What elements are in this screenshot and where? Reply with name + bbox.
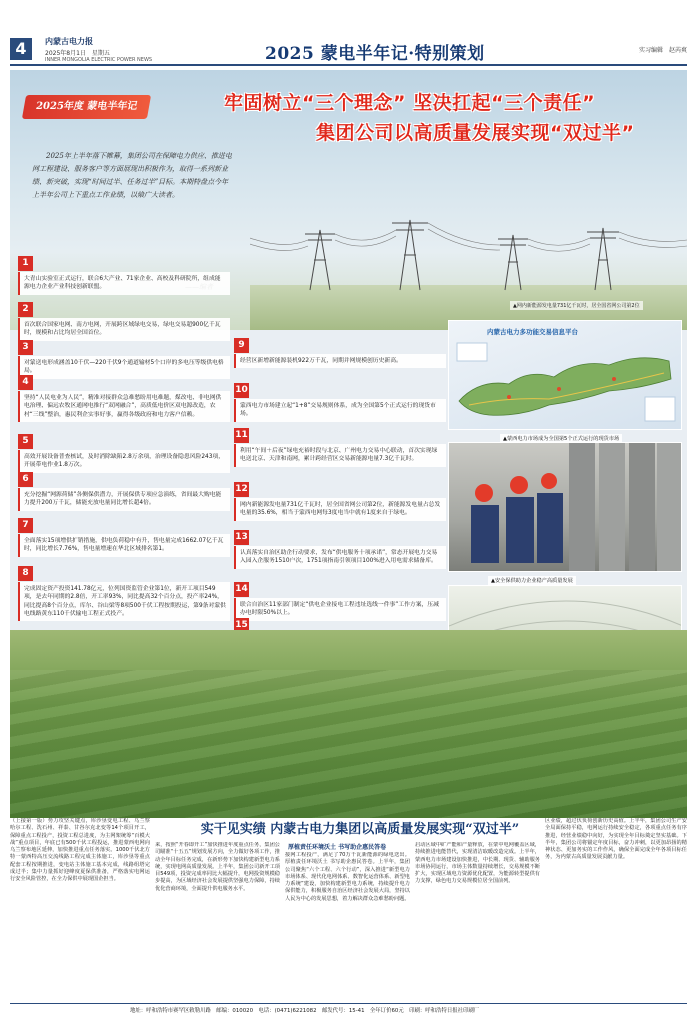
year-badge: 2025年度 蒙电半年记 — [22, 95, 151, 119]
item-text: 充分挖掘“网源荷储”各侧保供潜力，开展保供专项应急演练，省间最大购电能力提升200万千瓦，储能充放电量同比增长超4倍。 — [18, 488, 230, 511]
item-number: 14 — [234, 582, 249, 597]
workers-illustration — [449, 443, 682, 572]
trading-platform-photo — [448, 320, 682, 430]
item-text: 认真落实自治区助企行动要求，发布“供电服务十项承诺”，常态开展电力交易入园入企服务1510户次，1751项指南引领项目100%进入用电需求储备库。 — [234, 546, 446, 569]
item-number: 3 — [18, 340, 33, 355]
item-number: 8 — [18, 566, 33, 581]
item-text: 首次联合国家电网、南方电网，开展跨区域绿电交易，绿电交易超900亿千瓦时，规模和占比均居全国首位。 — [18, 318, 230, 341]
screen-title: 内蒙古电力多功能交易信息平台 — [487, 328, 578, 336]
item-text: 经营区新增新能源装机922万千瓦，同期并网规模创历史新高。 — [234, 354, 446, 368]
headline-line-1: 牢固树立“三个理念” 坚决扛起“三个责任” — [224, 92, 596, 114]
item-number: 7 — [18, 518, 33, 533]
item-number: 4 — [18, 375, 33, 390]
item-number: 1 — [18, 256, 33, 271]
article-column-3: 接网工程投产，满足了70万千瓦新能源的绿电送出。厚植责任环境沃土 书写助企惠民答卷。上半年，集团公司聚焦“六个工程、六个行动”，深入推进“新型电力市场体系、现代化电网体系、数智化运营体系、新型电力系统”建设，加快构建新型电力系统，持续提升电力保供能力，积极服务自治区经济社会发展大局，坚持以人民为中心的发展思想，着力解决群众急难愁盼问题。 — [285, 852, 410, 902]
paper-name-english: INNER MONGOLIA ELECTRIC POWER NEWS — [45, 57, 153, 63]
item-text: 网内新能源发电量731亿千瓦时，居全国省网公司第2位，新能源发电量占总发电量的35.6%，相当于蒙西电网每3度电当中就有1度来自于绿电。 — [234, 498, 446, 521]
feature-panel — [10, 70, 687, 818]
article-column-2: 来，按照“开春即开工”加快推进年度重点任务，集团公司瞄准“十五五”规划发展方向，全力做好各项工作，推动全年目标任务完成，在新形势下加快构建新型电力系统，实现电网高质量发展。上半年，集团公司新开工项目549项，投资完成率同比大幅提升，电网投资规模稳步提高，为区域经济社会发展提供坚强电力保障，持续优化营商环境，全面提升供电服务水平。 — [155, 842, 280, 892]
editor-credit: 实习编辑 赵芮爽 — [638, 47, 687, 54]
platform-photo-caption: ▲蒙西电力市场成为全国第5个正式运行的现货市场 — [500, 434, 622, 443]
workers-photo-caption: ▲安全保供助力企业稳产高质量发展 — [488, 576, 576, 585]
item-text: 全面落实15项增供扩销措施，供电负荷稳中有升，售电量完成1662.07亿千瓦时，同比增长7.76%，售电量增速在华北区域排名第1。 — [18, 534, 230, 557]
article-subtitle: 厚植责任环境沃土 书写助企惠民答卷 — [288, 844, 387, 851]
item-number: 13 — [234, 530, 249, 545]
section-title: 2025 蒙电半年记·特别策划 — [265, 44, 485, 64]
paper-date: 2025年8月1日 星期五 — [45, 50, 110, 57]
lower-article — [10, 818, 687, 1000]
item-number: 12 — [234, 482, 249, 497]
item-number: 6 — [18, 472, 33, 487]
item-number: 15 — [234, 618, 249, 633]
intro-paragraph: 2025年上半年落下帷幕，集团公司在保障电力供应、推进电网工程建设、服务客户等方面展现出积极作为，取得一系列新业绩、新突破，实现“时间过半、任务过半”目标。本期特盘点今年上半年公司上下重点工作业绩，以飨广大读者。 — [32, 152, 232, 199]
field-texture — [10, 670, 687, 818]
item-text: 大青山实验室正式运行，联合6大产业、71家企业、高校及科研院所，组成能源电力企业产业科技创新联盟。 — [18, 272, 230, 295]
item-text: 完成固定资产投资141.78亿元，位列国资监管企业第1位，新开工项目549项，是去年同期的2.8倍，开工率93%，同比提高32个百分点，投产率24%，同比提高8个百分点，库尔、谷山梁等8项500千伏工程按期投运，第9条对蒙供电线路黄东110千伏输电工程正式投产。 — [18, 582, 230, 621]
item-number: 5 — [18, 434, 33, 449]
item-text: 联合自治区11家部门制定“供电企业接电工程违址选线一件事”工作方案，压减办电时限50%以上。 — [234, 598, 446, 621]
article-column-1: （上接第一版）势力攻坚关键点，库沙垦变电工程、乌兰察哈尔工程、洗石州、祥泰、甘谷尔克北变等14个项目开工，保障重点工程投产，投资工程总进度，为主网架统筹“百模大战”重点项目，年底已有500千伏工程投运，推进蒙西电网向乌兰察布地区延伸，加快推进重点任务落实。1000千伏北方特一蒙西特高压交流线路工程完成主体施工，库沙垦等重点配套工程按期推进，变电站主体施工基本完成，线路组塔完成过半；集中力量抓好迎峰度夏保供准备，严格落实电网运行安全风险管控，在全力保供中展现国企担当。 — [10, 818, 150, 883]
map-graphic — [449, 339, 682, 429]
item-text: 利用“午间＋后夜”绿电充裕时段与北京、广州电力交易中心联动，首次实现绿电送北京、天津和南网，累计跨经营区交易新能源电量7.3亿千瓦时。 — [234, 444, 446, 467]
page-footer: 地址：呼和浩特市赛罕区敕勒川路 邮编：010020 电话：(0471)6221082 邮发代号：15-41 全年订价60元 印刷：呼和浩特日报社印刷厂 — [10, 1003, 687, 1017]
towers-photo-caption: ▲网内新能源发电量731亿千瓦时，居全国省网公司第2位 — [510, 301, 643, 310]
item-number: 10 — [234, 383, 249, 398]
workers-photo — [448, 442, 682, 572]
item-number: 11 — [234, 428, 249, 443]
article-title: 实干见实绩 内蒙古电力集团以高质量发展实现“双过半” — [200, 822, 520, 837]
paper-name: 内蒙古电力报 — [45, 36, 93, 46]
item-number: 9 — [234, 338, 249, 353]
item-text: 坚持“人民电业为人民”，精准对接群众急难愁盼用电难题，煤改电、非电网供电治理、偏远农牧区通网电推行“双网融合”，高质低电价区双电源改造，农村“三线”整治，惠民利企实事好事，赢得各级政府和电力客户信赖。 — [18, 391, 230, 422]
page-number: 4 — [10, 38, 32, 60]
article-column-5: 区业绩，超过伏负荷创新历史高值。上半年，集团公司生产安全局面保持平稳，电网运行持续安全稳定，各项重点任务有序推进，经营业绩稳中向好，为实现全年目标奠定坚实基础。下半年，集团公司将锚定年度目标，奋力冲刺，以更加昂扬的精神状态、更加务实的工作作风，确保全面完成全年各项目标任务，为内蒙古高质量发展贡献力量。 — [545, 818, 687, 861]
item-text: 高效开展设备普查核试，及时消除缺陷2.8万余项，治理设备隐患风险243项，开展带电作业1.8万次。 — [18, 450, 230, 473]
item-number: 2 — [18, 302, 33, 317]
headline-line-2: 集团公司以高质量发展实现“双过半” — [316, 122, 635, 144]
item-text: 对蒙送电形成涵盖10千伏—220千伏9个通道输材5个口岸的多电压等级供电格局。 — [18, 356, 230, 379]
item-text: 蒙西电力市场建立起“1+8”交易规则体系，成为全国第5个正式运行的现货市场。 — [234, 399, 446, 422]
article-column-4: 启动区域中矿产能和产量释放，在蒙中电网覆盖区域，持续推进电能替代，实现清洁取暖改造完成。上半年，蒙西电力市场建设加快推进，中长期、现货、辅助服务市场协同运行，市场主体数量持续增长，交易规模不断扩大，实现区域电力资源优化配置，为能源转型提供有力支撑，绿色电力交易规模位居全国前列。 — [415, 842, 540, 885]
